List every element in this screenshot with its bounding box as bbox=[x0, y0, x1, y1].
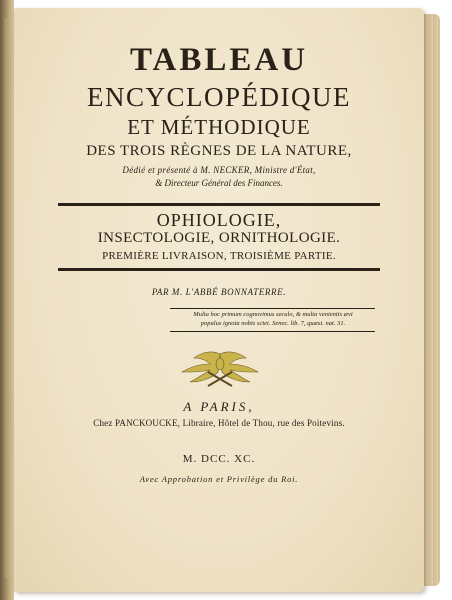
imprint-publisher: Chez PANCKOUCKE, Libraire, Hôtel de Thou, rue des Poitevins. bbox=[93, 418, 345, 428]
divider-rule-top bbox=[58, 203, 380, 206]
subject-line-1: OPHIOLOGIE, bbox=[156, 210, 282, 230]
title-line-4: DES TROIS RÈGNES DE LA NATURE, bbox=[86, 143, 352, 159]
printers-ornament bbox=[172, 348, 268, 390]
imprint-date: M. DCC. XC. bbox=[182, 453, 256, 465]
author-line: PAR M. L'ABBÉ BONNATERRE. bbox=[151, 287, 287, 297]
motto-line-2: populus ignota nobis sciet. Senec. lib. 7, quæst. nat. 31. bbox=[200, 320, 346, 327]
dedication-line-2: & Directeur Général des Finances. bbox=[155, 178, 283, 188]
dedication-line-1: Dédié et présenté à M. NECKER, Ministre d'État, bbox=[122, 165, 316, 175]
royal-privilege: Avec Approbation et Privilège du Roi. bbox=[139, 474, 299, 484]
title-line-1: TABLEAU bbox=[129, 42, 309, 78]
subject-line-2: INSECTOLOGIE, ORNITHOLOGIE. bbox=[97, 230, 341, 246]
page-edges bbox=[424, 14, 440, 586]
title-line-2: ENCYCLOPÉDIQUE bbox=[87, 82, 351, 112]
title-line-3: ET MÉTHODIQUE bbox=[127, 115, 311, 139]
imprint-place: A PARIS, bbox=[183, 399, 255, 414]
subject-line-3: PREMIÈRE LIVRAISON, TROISIÈME PARTIE. bbox=[102, 250, 336, 262]
motto-line-1: Multa hoc primum cognovimus seculo, & multa venientis ævi bbox=[193, 311, 353, 318]
divider-rule-bottom bbox=[58, 268, 380, 271]
